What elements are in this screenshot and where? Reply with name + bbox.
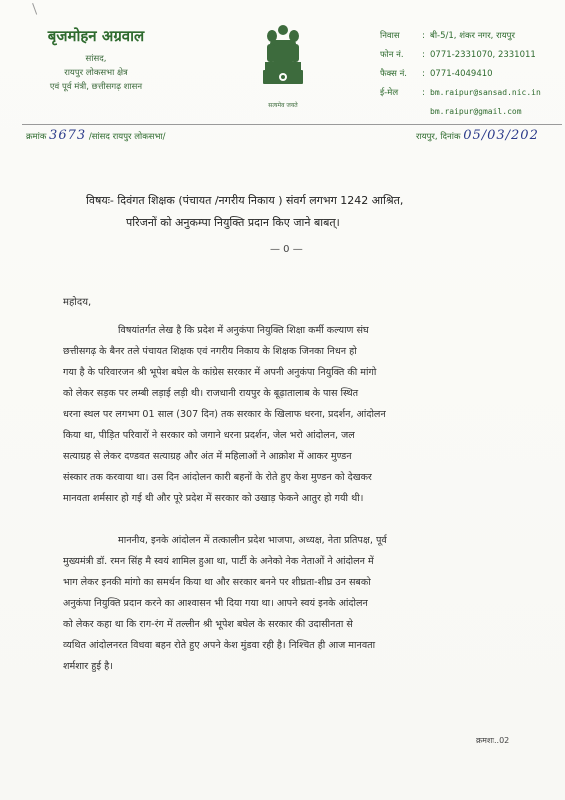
contact-value: 0771-4049410 <box>430 68 493 79</box>
sender-constituency: रायपुर लोकसभा क्षेत्र <box>64 68 128 78</box>
paragraph-line: मानवता शर्मसार हो गई थी और पूरे प्रदेश में सरकार को उखाड़ फेकने आतुर हो गयी थी। <box>63 493 364 504</box>
paragraph-line: शर्मशार हुई है। <box>63 661 113 672</box>
contact-email: bm.raipur@sansad.nic.in <box>430 88 541 97</box>
subject-block <box>86 190 536 234</box>
contact-row-phone <box>380 45 560 64</box>
date-value: 05/03/202 <box>463 128 539 143</box>
national-emblem-icon <box>258 22 308 112</box>
sender-name: बृजमोहन अग्रवाल <box>47 27 145 45</box>
contact-row-fax <box>380 64 560 83</box>
contact-email: bm.raipur@gmail.com <box>430 107 522 116</box>
header-divider <box>22 124 562 125</box>
sender-block <box>26 26 166 94</box>
paragraph-line: धरना स्थल पर लगभग 01 साल (307 दिन) तक सरकार के खिलाफ धरना, प्रदर्शन, आंदोलन <box>63 409 386 420</box>
paragraph-line: मुख्यमंत्री डॉ. रमन सिंह मै स्वयं शामिल हुआ था, पार्टी के अनेको नेक नेताओं ने आंदोलन में <box>63 556 374 567</box>
paragraph-line: गया है के परिवारजन श्री भूपेश बघेल के कांग्रेस सरकार में अपनी अनुकंपा नियुक्ति की मांगो <box>63 367 377 378</box>
paragraph-line: को लेकर सड़क पर लम्बी लड़ाई लड़ी थी। राजधानी रायपुर के बूढ़ातालाब के पास स्थित <box>63 388 359 399</box>
subject-line-2: परिजनों को अनुकम्पा नियुक्ति प्रदान किए जाने बाबत्। <box>126 216 340 229</box>
paragraph-line: संस्कार तक करवाया था। उस दिन आंदोलन कारी बहनों के रोते हुए केश मुण्डन को देखकर <box>63 472 372 483</box>
reference-suffix: /सांसद रायपुर लोकसभा/ <box>88 132 166 142</box>
subject-line-1: विषयः- दिवंगत शिक्षक (पंचायत /नगरीय निकाय ) संवर्ग लगभग 1242 आश्रित, <box>86 194 404 207</box>
paragraph-2 <box>63 530 541 677</box>
paragraph-line: छत्तीसगढ़ के बैनर तले पंचायत शिक्षक एवं नगरीय निकाय के शिक्षक जिनका निधन हो <box>63 346 357 357</box>
paragraph-line: भाग लेकर इनकी मांगो का समर्थन किया था और सरकार बनने पर शीघ्रता-शीघ्र उन सबको <box>63 577 371 588</box>
contact-value: 0771-2331070, 2331011 <box>430 49 536 60</box>
paragraph-1 <box>63 320 541 509</box>
reference-label: क्रमांक <box>26 132 47 142</box>
contact-value: बी-5/1, शंकर नगर, रायपुर <box>430 31 515 41</box>
contact-label: फोन नं. <box>380 50 404 60</box>
separator: — 0 — <box>270 244 303 255</box>
contact-block <box>380 26 560 121</box>
contact-colon: : <box>422 49 425 60</box>
pen-mark <box>32 1 42 14</box>
contact-label: फैक्स नं. <box>380 69 408 79</box>
contact-colon: : <box>422 68 425 79</box>
paragraph-line: माननीय, इनके आंदोलन में तत्कालीन प्रदेश भाजपा, अध्यक्ष, नेता प्रतिपक्ष, पूर्व <box>118 535 387 546</box>
date-line <box>416 128 539 143</box>
contact-row-address <box>380 26 560 45</box>
contact-label: निवास <box>380 31 400 41</box>
emblem-motto: सत्यमेव जयते <box>268 102 298 109</box>
continued-note: क्रमशः..02 <box>476 736 510 745</box>
paragraph-line: व्यथित आंदोलनरत विधवा बहन रोते हुए अपने केश मुंडवा रही है। निश्चित ही आज मानवता <box>63 640 376 651</box>
contact-row-email-alt <box>380 102 560 121</box>
contact-label: ई-मेल <box>380 88 399 98</box>
salutation: महोदय, <box>63 297 92 308</box>
sender-title: सांसद, <box>85 54 107 64</box>
reference-number: 3673 <box>49 128 87 143</box>
paragraph-line: किया था, पीड़ित परिवारों ने सरकार को जगाने धरना प्रदर्शन, जेल भरो आंदोलन, जल <box>63 430 355 441</box>
paragraph-line: सत्याग्रह से लेकर दण्डवत सत्याग्रह और अंत में महिलाओं ने आक्रोश में आकर मुण्डन <box>63 451 352 462</box>
date-label: रायपुर, दिनांक <box>416 132 461 142</box>
sender-former-post: एवं पूर्व मंत्री, छत्तीसगढ़ शासन <box>49 82 143 92</box>
contact-row-email <box>380 83 560 102</box>
reference-line <box>26 128 166 143</box>
contact-colon: : <box>422 87 425 98</box>
paragraph-line: अनुकंपा नियुक्ति प्रदान करने का आश्वासन भी दिया गया था। आपने स्वयं इनके आंदोलन <box>63 598 368 609</box>
paragraph-line: को लेकर कहा था कि राग-रंग में तल्लीन श्री भूपेश बघेल के सरकार की उदासीनता से <box>63 619 353 630</box>
paragraph-line: विषयांतर्गत लेख है कि प्रदेश में अनुकंपा नियुक्ति शिक्षा कर्मी कल्याण संघ <box>118 325 369 336</box>
contact-colon: : <box>422 30 425 41</box>
